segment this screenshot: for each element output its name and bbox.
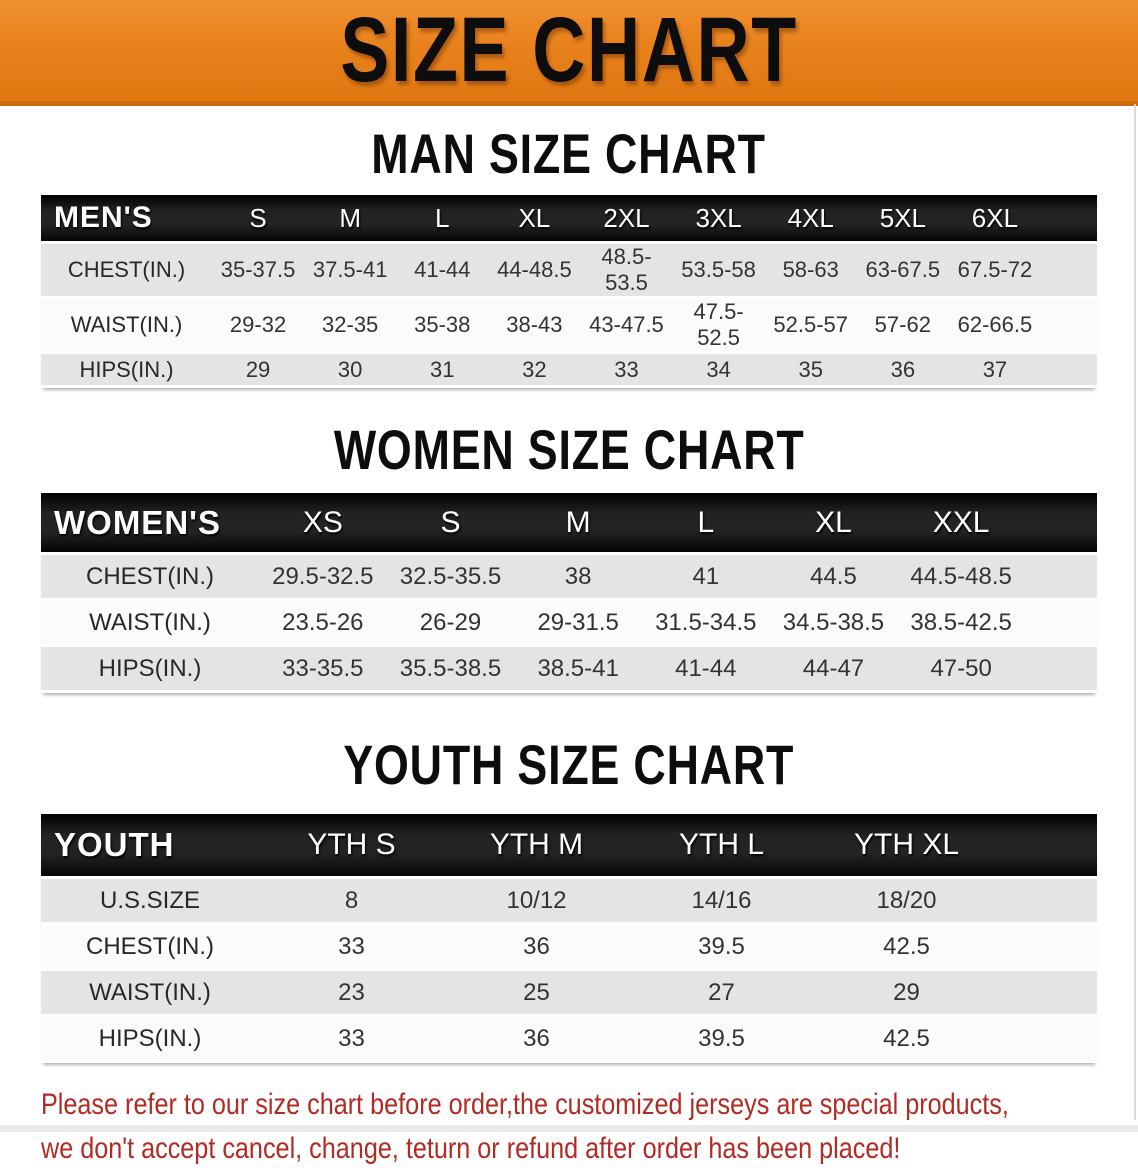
value-cell: 37.5-41 <box>304 244 396 296</box>
size-header-cell: 5XL <box>857 195 949 241</box>
value-cell: 34.5-38.5 <box>770 601 898 644</box>
value-cell: 38.5-41 <box>514 647 642 690</box>
spacer-cell <box>1041 354 1097 385</box>
row-label-cell: WAIST(IN.) <box>41 971 259 1014</box>
value-cell: 34 <box>673 354 765 385</box>
value-cell: 44.5-48.5 <box>897 555 1025 598</box>
row-label-cell: CHEST(IN.) <box>41 555 259 598</box>
measurement-row <box>41 299 1097 351</box>
banner <box>0 0 1138 106</box>
value-cell: 29 <box>212 354 304 385</box>
value-cell: 33 <box>259 1017 444 1060</box>
value-cell: 67.5-72 <box>949 244 1041 296</box>
table-corner-label: WOMEN'S <box>41 493 259 552</box>
value-cell: 29-32 <box>212 299 304 351</box>
value-cell: 18/20 <box>814 879 999 922</box>
size-header-cell: 4XL <box>765 195 857 241</box>
value-cell: 32 <box>488 354 580 385</box>
spacer-cell <box>999 1017 1097 1060</box>
value-cell: 32-35 <box>304 299 396 351</box>
value-cell: 42.5 <box>814 1017 999 1060</box>
value-cell: 58-63 <box>765 244 857 296</box>
value-cell: 29 <box>814 971 999 1014</box>
spacer-cell <box>1025 555 1097 598</box>
women-section <box>0 418 1138 693</box>
row-label-cell: HIPS(IN.) <box>41 647 259 690</box>
spacer-cell <box>1041 299 1097 351</box>
spacer-cell <box>1025 647 1097 690</box>
size-header-cell: M <box>514 493 642 552</box>
measurement-row <box>41 647 1097 690</box>
value-cell: 41 <box>642 555 770 598</box>
value-cell: 23.5-26 <box>259 601 387 644</box>
measurement-row <box>41 244 1097 296</box>
spacer-cell <box>1041 244 1097 296</box>
size-header-cell: YTH XL <box>814 814 999 876</box>
value-cell: 38.5-42.5 <box>897 601 1025 644</box>
size-header-cell: 3XL <box>673 195 765 241</box>
row-label-cell: CHEST(IN.) <box>41 925 259 968</box>
value-cell: 35-37.5 <box>212 244 304 296</box>
size-header-cell: XL <box>488 195 580 241</box>
value-cell: 41-44 <box>642 647 770 690</box>
measurement-row <box>41 925 1097 968</box>
value-cell: 52.5-57 <box>765 299 857 351</box>
value-cell: 42.5 <box>814 925 999 968</box>
value-cell: 57-62 <box>857 299 949 351</box>
size-header-cell: S <box>387 493 515 552</box>
value-cell: 27 <box>629 971 814 1014</box>
value-cell: 44-47 <box>770 647 898 690</box>
measurement-row <box>41 971 1097 1014</box>
value-cell: 62-66.5 <box>949 299 1041 351</box>
size-header-cell: L <box>396 195 488 241</box>
row-label-cell: CHEST(IN.) <box>41 244 212 296</box>
spacer-cell <box>1025 601 1097 644</box>
value-cell: 38-43 <box>488 299 580 351</box>
value-cell: 36 <box>857 354 949 385</box>
value-cell: 8 <box>259 879 444 922</box>
size-header-row <box>41 195 1097 241</box>
measurement-row <box>41 601 1097 644</box>
size-header-cell: S <box>212 195 304 241</box>
row-label-cell: WAIST(IN.) <box>41 299 212 351</box>
value-cell: 23 <box>259 971 444 1014</box>
youth-section-title-text: YOUTH SIZE CHART <box>343 733 795 796</box>
men-table-body <box>41 244 1097 385</box>
value-cell: 31.5-34.5 <box>642 601 770 644</box>
value-cell: 39.5 <box>629 1017 814 1060</box>
value-cell: 41-44 <box>396 244 488 296</box>
page-title: SIZE CHART <box>340 0 798 101</box>
value-cell: 44.5 <box>770 555 898 598</box>
value-cell: 37 <box>949 354 1041 385</box>
spacer-cell <box>1041 195 1097 241</box>
row-label-cell: U.S.SIZE <box>41 879 259 922</box>
spacer-cell <box>999 925 1097 968</box>
size-header-row <box>41 814 1097 876</box>
value-cell: 47-50 <box>897 647 1025 690</box>
value-cell: 25 <box>444 971 629 1014</box>
size-header-cell: YTH S <box>259 814 444 876</box>
size-header-cell: XXL <box>897 493 1025 552</box>
value-cell: 32.5-35.5 <box>387 555 515 598</box>
value-cell: 36 <box>444 925 629 968</box>
value-cell: 63-67.5 <box>857 244 949 296</box>
size-header-cell: 2XL <box>580 195 672 241</box>
value-cell: 33 <box>259 925 444 968</box>
value-cell: 26-29 <box>387 601 515 644</box>
men-section-title <box>0 122 1138 185</box>
spacer-cell <box>999 814 1097 876</box>
value-cell: 10/12 <box>444 879 629 922</box>
image-bottom-edge <box>0 1125 1138 1132</box>
men-section <box>0 122 1138 388</box>
value-cell: 29-31.5 <box>514 601 642 644</box>
youth-section <box>0 733 1138 1063</box>
size-header-cell: M <box>304 195 396 241</box>
disclaimer-line-2: we don't accept cancel, change, teturn or refund after order has been placed! <box>41 1132 901 1165</box>
women-section-title-text: WOMEN SIZE CHART <box>333 418 805 481</box>
size-header-cell: YTH L <box>629 814 814 876</box>
value-cell: 14/16 <box>629 879 814 922</box>
row-label-cell: HIPS(IN.) <box>41 354 212 385</box>
value-cell: 36 <box>444 1017 629 1060</box>
measurement-row <box>41 1017 1097 1060</box>
women-section-title <box>0 418 1138 481</box>
youth-section-title <box>0 733 1138 796</box>
men-size-table <box>41 192 1097 388</box>
table-corner-label: MEN'S <box>41 195 212 241</box>
women-size-table <box>41 490 1097 693</box>
table-corner-label: YOUTH <box>41 814 259 876</box>
size-header-row <box>41 493 1097 552</box>
value-cell: 35.5-38.5 <box>387 647 515 690</box>
value-cell: 39.5 <box>629 925 814 968</box>
measurement-row <box>41 879 1097 922</box>
spacer-cell <box>1025 493 1097 552</box>
women-table-body <box>41 555 1097 690</box>
women-table-head <box>41 493 1097 552</box>
value-cell: 31 <box>396 354 488 385</box>
size-header-cell: YTH M <box>444 814 629 876</box>
men-section-title-text: MAN SIZE CHART <box>371 122 767 185</box>
size-header-cell: L <box>642 493 770 552</box>
value-cell: 48.5-53.5 <box>580 244 672 296</box>
men-table-head <box>41 195 1097 241</box>
disclaimer-line-1: Please refer to our size chart before order,the customized jerseys are special products, <box>41 1088 1009 1121</box>
spacer-cell <box>999 879 1097 922</box>
value-cell: 35 <box>765 354 857 385</box>
size-header-cell: 6XL <box>949 195 1041 241</box>
spacer-cell <box>999 971 1097 1014</box>
size-header-cell: XS <box>259 493 387 552</box>
value-cell: 35-38 <box>396 299 488 351</box>
youth-size-table <box>41 811 1097 1063</box>
value-cell: 43-47.5 <box>580 299 672 351</box>
value-cell: 33-35.5 <box>259 647 387 690</box>
row-label-cell: WAIST(IN.) <box>41 601 259 644</box>
size-header-cell: XL <box>770 493 898 552</box>
measurement-row <box>41 354 1097 385</box>
value-cell: 33 <box>580 354 672 385</box>
value-cell: 47.5-52.5 <box>673 299 765 351</box>
measurement-row <box>41 555 1097 598</box>
row-label-cell: HIPS(IN.) <box>41 1017 259 1060</box>
youth-table-body <box>41 879 1097 1060</box>
value-cell: 29.5-32.5 <box>259 555 387 598</box>
value-cell: 38 <box>514 555 642 598</box>
image-right-edge <box>1134 104 1136 1120</box>
value-cell: 30 <box>304 354 396 385</box>
youth-table-head <box>41 814 1097 876</box>
value-cell: 53.5-58 <box>673 244 765 296</box>
value-cell: 44-48.5 <box>488 244 580 296</box>
